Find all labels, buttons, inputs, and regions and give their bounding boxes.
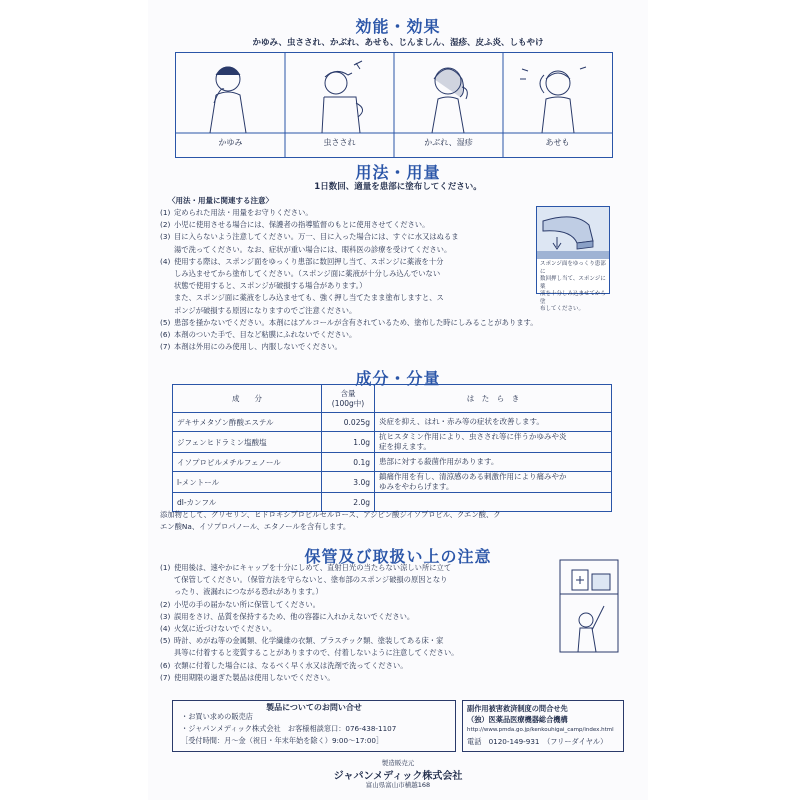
storage-note-item-number — [160, 574, 174, 586]
storage-note-item-number: (4) — [160, 624, 171, 634]
usage-note-item — [160, 305, 538, 317]
usage-note-item-text: しみ込ませてから塗布してください。（スポンジ面に薬液が十分しみ込んでいない — [174, 269, 441, 279]
ingredient-action-line: ゆみをやわらげます。 — [379, 482, 454, 491]
ingredient-amount: 1.0g — [322, 432, 375, 453]
usage-note-item-number: (3) — [160, 232, 171, 242]
ingredient-amount: 2.0g — [322, 493, 375, 512]
insect-bite-child-illustration — [322, 61, 363, 133]
maker-address: 富山県富山市横越168 — [365, 781, 431, 789]
ingredient-action-line: 炎症を抑え、はれ・赤み等の症状を改善します。 — [379, 417, 544, 426]
usage-note-item — [160, 280, 538, 292]
usage-note-item-text: 目に入らないよう注意してください。万一、目に入った場合には、すぐに水又はぬるま — [174, 232, 459, 242]
storage-note-item — [160, 574, 458, 586]
usage-notes-title: 〈用法・用量に関連する注意〉 — [168, 196, 273, 205]
ingredient-amount: 0.1g — [322, 453, 375, 472]
storage-note-item-number: (7) — [160, 672, 171, 682]
additives-line: 添加物として、グリセリン、ヒドロキシプロピルセルロース、アジピン酸ジイソプロピル、クエン酸、ク — [160, 510, 501, 519]
relief-system-box — [462, 700, 624, 752]
usage-note-item — [160, 244, 538, 256]
storage-note-item — [160, 647, 458, 659]
ingredient-name: dl-カンフル — [173, 493, 322, 512]
contact-line: ・お買い求めの販売店 — [181, 712, 253, 721]
storage-note-item-text: 時計、めがね等の金属類、化学繊維の衣類、プラスチック類、塗装してある床・家 — [174, 636, 444, 646]
ingredient-amount: 3.0g — [322, 472, 375, 493]
relief-lines — [467, 703, 614, 747]
usage-note-item-text: 本剤は外用にのみ使用し、内服しないでください。 — [174, 342, 342, 352]
contact-box — [172, 700, 456, 752]
ingredient-action — [375, 432, 612, 453]
storage-note-item-number: (6) — [160, 660, 171, 670]
storage-note-item-number: (1) — [160, 563, 171, 572]
caption-line: スポンジ面をゆっくり患部に — [540, 261, 606, 275]
col-header-ingredient: 成 分 — [173, 385, 322, 413]
storage-note-item-number: (2) — [160, 599, 171, 609]
usage-subtitle: 1日数回、適量を患部に塗布してください。 — [314, 182, 482, 192]
usage-note-item — [160, 219, 538, 231]
ingredient-row — [173, 453, 612, 472]
heat-rash-boy-illustration — [520, 67, 586, 133]
storage-note-item-text: 火気に近づけないでください。 — [174, 624, 277, 634]
ingredients-table — [172, 384, 612, 512]
usage-note-item-number: (4) — [160, 256, 171, 266]
contact-line: ・ジャパンメディック株式会社 お客様相談窓口：076-438-1107 — [181, 724, 397, 733]
ingredient-action-line: 症を抑えます。 — [379, 442, 431, 451]
ingredient-row — [173, 432, 612, 453]
usage-note-item-number — [160, 292, 174, 304]
usage-note-item-number: (1) — [160, 208, 171, 217]
storage-note-item-text: て保管してください。（保管方法を守らないと、塗布部のスポンジ破損の原因となり — [174, 575, 448, 585]
usage-note-item-text: 小児に使用させる場合には、保護者の指導監督のもとに使用させてください。 — [174, 220, 430, 230]
sponge-applicator-illustration — [537, 207, 609, 259]
panel-label-itch: かゆみ — [218, 138, 243, 147]
storage-note-item-text: 具等に付着すると変質することがありますので、付着しないように注意してください。 — [174, 648, 459, 658]
ingredient-name: ジフェンヒドラミン塩酸塩 — [173, 432, 322, 453]
ingredient-action — [375, 413, 612, 432]
relief-line: 副作用被害救済制度の問合せ先 — [467, 704, 568, 713]
storage-note-item — [160, 635, 458, 647]
usage-note-item — [160, 268, 538, 280]
usage-note-item-number: (5) — [160, 317, 171, 327]
usage-note-item — [160, 292, 538, 304]
storage-note-item-text: 誤用をさけ、品質を保持するため、他の容器に入れかえないでください。 — [174, 611, 415, 621]
package-insert — [148, 0, 648, 800]
storage-note-item-text: 使用後は、速やかにキャップを十分にしめて、直射日光の当たらない涼しい所に立て — [174, 563, 452, 572]
usage-notes-list — [160, 207, 538, 353]
ingredient-action-line: 鎮痛作用を有し、清涼感のある刺激作用により痛みやか — [379, 472, 567, 481]
storage-note-item — [160, 672, 458, 684]
storage-note-item-text: 小児の手の届かない所に保管してください。 — [174, 599, 320, 609]
additives-line: エン酸Na、イソプロパノール、エタノールを含有します。 — [160, 522, 351, 532]
effects-title: 効能・効果 — [355, 17, 441, 36]
usage-title: 用法・用量 — [355, 163, 441, 182]
ingredient-action — [375, 453, 612, 472]
storage-title: 保管及び取扱い上の注意 — [304, 547, 492, 566]
maker-name: ジャパンメディック株式会社 — [333, 771, 463, 782]
usage-note-item-text: 状態で使用すると、スポンジが破損する場合があります。） — [174, 281, 367, 291]
caption-line: 数回押し当て、スポンジに薬 — [540, 276, 606, 290]
storage-note-item-text: ったり、液漏れにつながる恐れがあります。） — [174, 587, 323, 597]
effects-panel-grid — [175, 52, 613, 158]
contact-lines — [181, 711, 396, 747]
maker-role: 製造販売元 — [381, 759, 415, 767]
usage-note-item-text: 定められた用法・用量をお守りください。 — [174, 208, 313, 217]
caption-line: 布してください。 — [540, 306, 585, 312]
usage-note-item — [160, 256, 538, 268]
usage-note-item-text: また、スポンジ面に薬液をしみ込ませても、強く押し当てたまま塗布しますと、ス — [174, 293, 444, 303]
ingredient-amount: 0.025g — [322, 413, 375, 432]
storage-note-item — [160, 623, 458, 635]
usage-note-item-text: 本剤のついた手で、目など粘膜にふれないでください。 — [174, 330, 357, 340]
rash-woman-illustration — [432, 68, 467, 133]
panel-label-heat-rash: あせも — [545, 138, 570, 147]
ingredient-action — [375, 472, 612, 493]
usage-note-item-number — [160, 280, 174, 292]
storage-note-item — [160, 562, 458, 574]
sponge-figure-caption — [540, 261, 609, 314]
usage-note-item-number — [160, 268, 174, 280]
usage-note-item-number: (2) — [160, 220, 171, 230]
storage-note-item-text: 衣類に付着した場合には、なるべく早く水又は洗剤で洗ってください。 — [174, 660, 408, 670]
relief-line: （独）医薬品医療機器総合機構 — [467, 715, 568, 724]
relief-line: http://www.pmda.go.jp/kenkouhigai_camp/index.html — [467, 727, 614, 733]
contact-line: ［受付時間：月～金（祝日・年末年始を除く）9:00～17:00］ — [181, 736, 384, 745]
contact-title: 製品についてのお問い合せ — [260, 703, 368, 712]
usage-note-item-number: (6) — [160, 330, 171, 340]
usage-note-item-text: 湯で洗ってください。なお、症状が重い場合には、眼科医の診療を受けてください。 — [174, 244, 452, 254]
usage-note-item — [160, 231, 538, 243]
panel-label-rash: かぶれ、湿疹 — [424, 138, 473, 147]
effects-subtitle: かゆみ、虫さされ、かぶれ、あせも、じんましん、湿疹、皮ふ炎、しもやけ — [252, 38, 544, 48]
relief-line: 電話 0120-149-931 （フリーダイヤル） — [467, 737, 608, 746]
usage-note-item-number — [160, 305, 174, 317]
usage-note-item — [160, 207, 538, 219]
storage-note-item — [160, 611, 458, 623]
usage-note-item-text: 患部を掻かないでください。本剤にはアルコールが含有されているため、塗布した時にしみることがあります。 — [174, 317, 538, 327]
itch-person-illustration — [210, 67, 246, 133]
storage-note-item — [160, 599, 458, 611]
storage-note-item-text: 使用期限の過ぎた製品は使用しないでください。 — [174, 672, 335, 682]
storage-shelf-illustration — [558, 556, 622, 656]
storage-notes-list — [160, 562, 458, 684]
ingredient-action-line: 患部に対する殺菌作用があります。 — [379, 457, 499, 466]
col-header-amount: 含量 (100g中) — [322, 385, 375, 413]
usage-note-item-text: ポンジが破損する原因になりますのでご注意ください。 — [174, 305, 357, 315]
usage-note-item — [160, 317, 538, 329]
usage-note-item-number: (7) — [160, 342, 171, 352]
storage-note-item-number — [160, 647, 174, 659]
usage-note-item-number — [160, 244, 174, 256]
usage-note-item — [160, 341, 538, 353]
ingredient-row — [173, 472, 612, 493]
storage-note-item — [160, 586, 458, 598]
ingredients-title: 成分・分量 — [355, 369, 441, 388]
ingredient-name: デキサメタゾン酢酸エステル — [173, 413, 322, 432]
ingredient-row — [173, 413, 612, 432]
col-header-action: は た ら き — [375, 385, 612, 413]
usage-note-item-text: 使用する際は、スポンジ面をゆっくり患部に数回押し当て、スポンジに薬液を十分 — [174, 256, 444, 266]
storage-note-item-number: (5) — [160, 636, 171, 646]
caption-line: 液を十分しみ込ませてから塗 — [540, 291, 607, 305]
storage-note-item-number: (3) — [160, 611, 171, 621]
storage-note-item — [160, 660, 458, 672]
panel-label-insect-bite: 虫さされ — [323, 138, 356, 147]
ingredient-name: l-メントール — [173, 472, 322, 493]
usage-note-item — [160, 329, 538, 341]
additives-text — [160, 509, 501, 533]
sponge-usage-figure — [536, 206, 610, 312]
storage-note-item-number — [160, 586, 174, 598]
ingredient-name: イソプロピルメチルフェノール — [173, 453, 322, 472]
ingredient-action-line: 抗ヒスタミン作用により、虫さされ等に伴うかゆみや炎 — [379, 432, 567, 441]
